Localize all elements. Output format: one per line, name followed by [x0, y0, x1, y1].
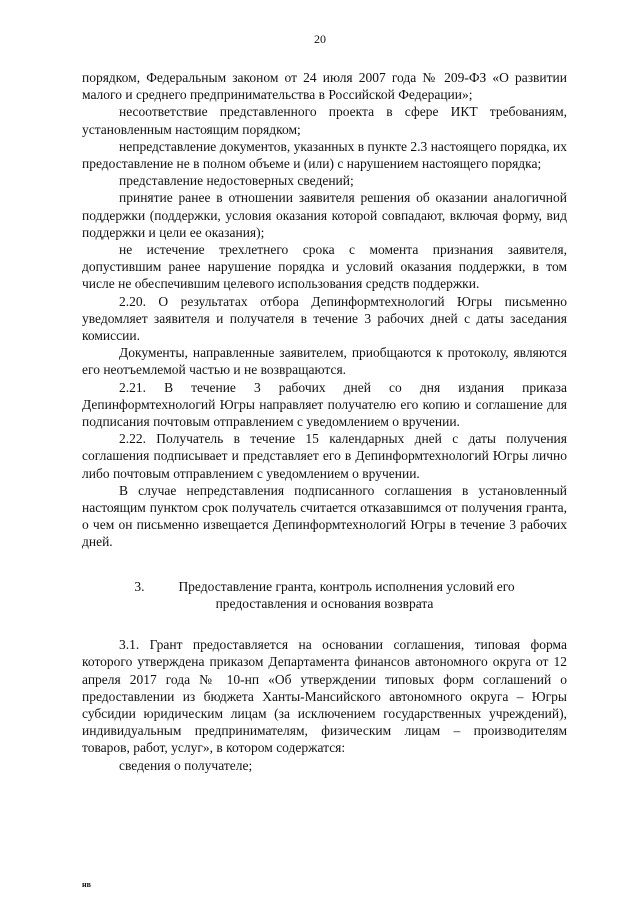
paragraph: несоответствие представленного проекта в сфере ИКТ требованиям, установленным настоящим порядком;: [82, 104, 567, 137]
paragraph: Документы, направленные заявителем, приобщаются к протоколу, являются его неотъемлемой частью и не возвращаются.: [82, 345, 567, 378]
paragraph-group-top: [82, 69, 567, 551]
footer-code: нв: [82, 880, 91, 889]
paragraph-group-bottom: [82, 636, 567, 774]
section-number: 3.: [134, 578, 145, 594]
page-number: 20: [314, 32, 326, 46]
section-title-line-1: 3. Предоставление гранта, контроль исполнения условий его: [134, 578, 515, 594]
paragraph: 3.1. Грант предоставляется на основании соглашения, типовая форма которого утверждена приказом Департамента финансов автономного округа от 12 апреля 2017 года № 10-нп «Об утверждении типовых форм соглашений о предоставлении из бюджета Ханты-Мансийского автономного округа – Югры субсидии юридическим лицам (за исключением государственных учреждений), индивидуальным предпринимателям, физическим лицам – производителям товаров, работ, услуг», в котором содержатся:: [82, 637, 567, 756]
paragraph: сведения о получателе;: [119, 757, 253, 773]
document-body: [82, 69, 567, 774]
paragraph: 2.21. В течение 3 рабочих дней со дня издания приказа Депинформтехнологий Югры направляет получателю его копию и соглашение для подписания почтовым отправлением с уведомлением о вручении.: [82, 379, 567, 430]
paragraph: В случае непредставления подписанного соглашения в установленный настоящим пунктом срок получатель считается отказавшимся от получения гранта, о чем он письменно извещается Депинформтехнологий Югры в течение 3 рабочих дней.: [82, 482, 567, 550]
paragraph: непредставление документов, указанных в пункте 2.3 настоящего порядка, их предоставление не в полном объеме и (или) с нарушением настоящего порядка;: [82, 138, 567, 172]
paragraph: принятие ранее в отношении заявителя решения об оказании аналогичной поддержки (поддержки, условия оказания которой совпадают, включая форму, вид поддержки и цели ее оказания);: [82, 190, 567, 240]
section-heading: [82, 578, 567, 612]
paragraph: 2.20. О результатах отбора Депинформтехнологий Югры письменно уведомляет заявителя и получателя в течение 3 рабочих дней с даты заседания комиссии.: [82, 293, 567, 344]
paragraph: порядком, Федеральным законом от 24 июля 2007 года № 209-ФЗ «О развитии малого и среднего предпринимательства в Российской Федерации»;: [82, 70, 567, 103]
paragraph: представление недостоверных сведений;: [119, 173, 354, 189]
paragraph: 2.22. Получатель в течение 15 календарных дней с даты получения соглашения подписывает и представляет его в Депинформтехнологий Югры лично либо почтовым отправлением с уведомлением о вручении.: [82, 431, 567, 481]
section-title-line-2: предоставления и основания возврата: [215, 595, 434, 611]
paragraph: не истечение трехлетнего срока с момента признания заявителя, допустившим ранее нарушение порядка и условий оказания поддержки, в том числе не обеспечившим целевого использования средств поддержки.: [82, 242, 567, 292]
